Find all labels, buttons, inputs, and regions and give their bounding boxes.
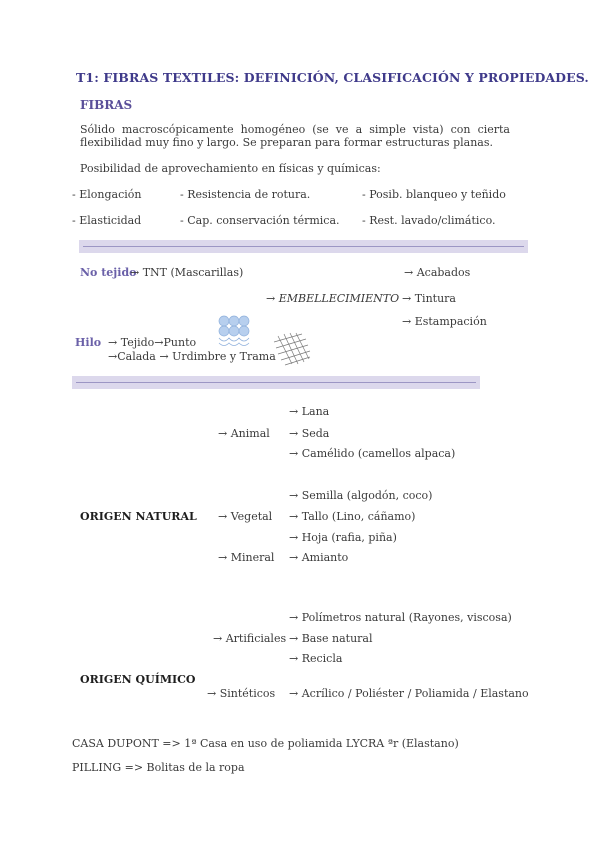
- hilo-line-1: → Tejido→Punto: [108, 336, 197, 349]
- property-resistencia: - Resistencia de rotura.: [180, 188, 311, 201]
- vegetal-item-semilla: → Semilla (algodón, coco): [289, 489, 433, 502]
- knit-loops-icon: [216, 314, 254, 348]
- section-heading-fibras: FIBRAS: [80, 98, 133, 112]
- artificiales-item-base: → Base natural: [289, 632, 373, 645]
- sinteticos-items: → Acrílico / Poliéster / Poliamida / Elastano: [289, 687, 529, 700]
- woven-mesh-icon: [272, 332, 312, 368]
- no-tejido-label: No tejido: [80, 266, 137, 279]
- artificiales-branch: → Artificiales: [213, 632, 287, 645]
- mineral-item-amianto: → Amianto: [289, 551, 349, 564]
- hilo-label: Hilo: [75, 336, 102, 349]
- sinteticos-branch: → Sintéticos: [207, 687, 276, 700]
- animal-item-seda: → Seda: [289, 427, 330, 440]
- aprovechamiento-text: Posibilidad de aprovechamiento en físicas y químicas:: [80, 162, 381, 175]
- property-blanqueo: - Posib. blanqueo y teñido: [362, 188, 506, 201]
- divider-band: [72, 376, 480, 389]
- animal-item-camelido: → Camélido (camellos alpaca): [289, 447, 456, 460]
- origen-natural-label: ORIGEN NATURAL: [80, 510, 197, 523]
- divider-band: [79, 240, 528, 253]
- note-pilling: PILLING => Bolitas de la ropa: [72, 761, 245, 774]
- tintura-text: → Tintura: [402, 292, 456, 305]
- note-dupont: CASA DUPONT => 1ª Casa en uso de poliamida LYCRA ªr (Elastano): [72, 737, 459, 750]
- fibras-definition: Sólido macroscópicamente homogéneo (se ve a simple vista) con cierta flexibilidad muy fino y largo. Se preparan para formar estructuras planas.: [80, 123, 510, 149]
- estampacion-text: → Estampación: [402, 315, 487, 328]
- embellecimiento-text: → EMBELLECIMIENTO: [266, 292, 400, 305]
- hilo-line-2: →Calada → Urdimbre y Trama: [108, 350, 276, 363]
- property-elongacion: - Elongación: [72, 188, 142, 201]
- property-elasticidad: - Elasticidad: [72, 214, 142, 227]
- artificiales-item-recicla: → Recicla: [289, 652, 343, 665]
- acabados-text: → Acabados: [404, 266, 471, 279]
- vegetal-branch: → Vegetal: [218, 510, 273, 523]
- property-conservacion: - Cap. conservación térmica.: [180, 214, 340, 227]
- mineral-branch: → Mineral: [218, 551, 275, 564]
- no-tejido-text: → TNT (Mascarillas): [130, 266, 244, 279]
- animal-branch: → Animal: [218, 427, 270, 440]
- origen-quimico-label: ORIGEN QUÍMICO: [80, 673, 196, 686]
- vegetal-item-hoja: → Hoja (rafia, piña): [289, 531, 397, 544]
- vegetal-item-tallo: → Tallo (Lino, cáñamo): [289, 510, 416, 523]
- animal-item-lana: → Lana: [289, 405, 330, 418]
- property-lavado: - Rest. lavado/climático.: [362, 214, 496, 227]
- artificiales-item-polimetros: → Polímetros natural (Rayones, viscosa): [289, 611, 512, 624]
- page-title: T1: FIBRAS TEXTILES: DEFINICIÓN, CLASIFICACIÓN Y PROPIEDADES.: [76, 70, 589, 85]
